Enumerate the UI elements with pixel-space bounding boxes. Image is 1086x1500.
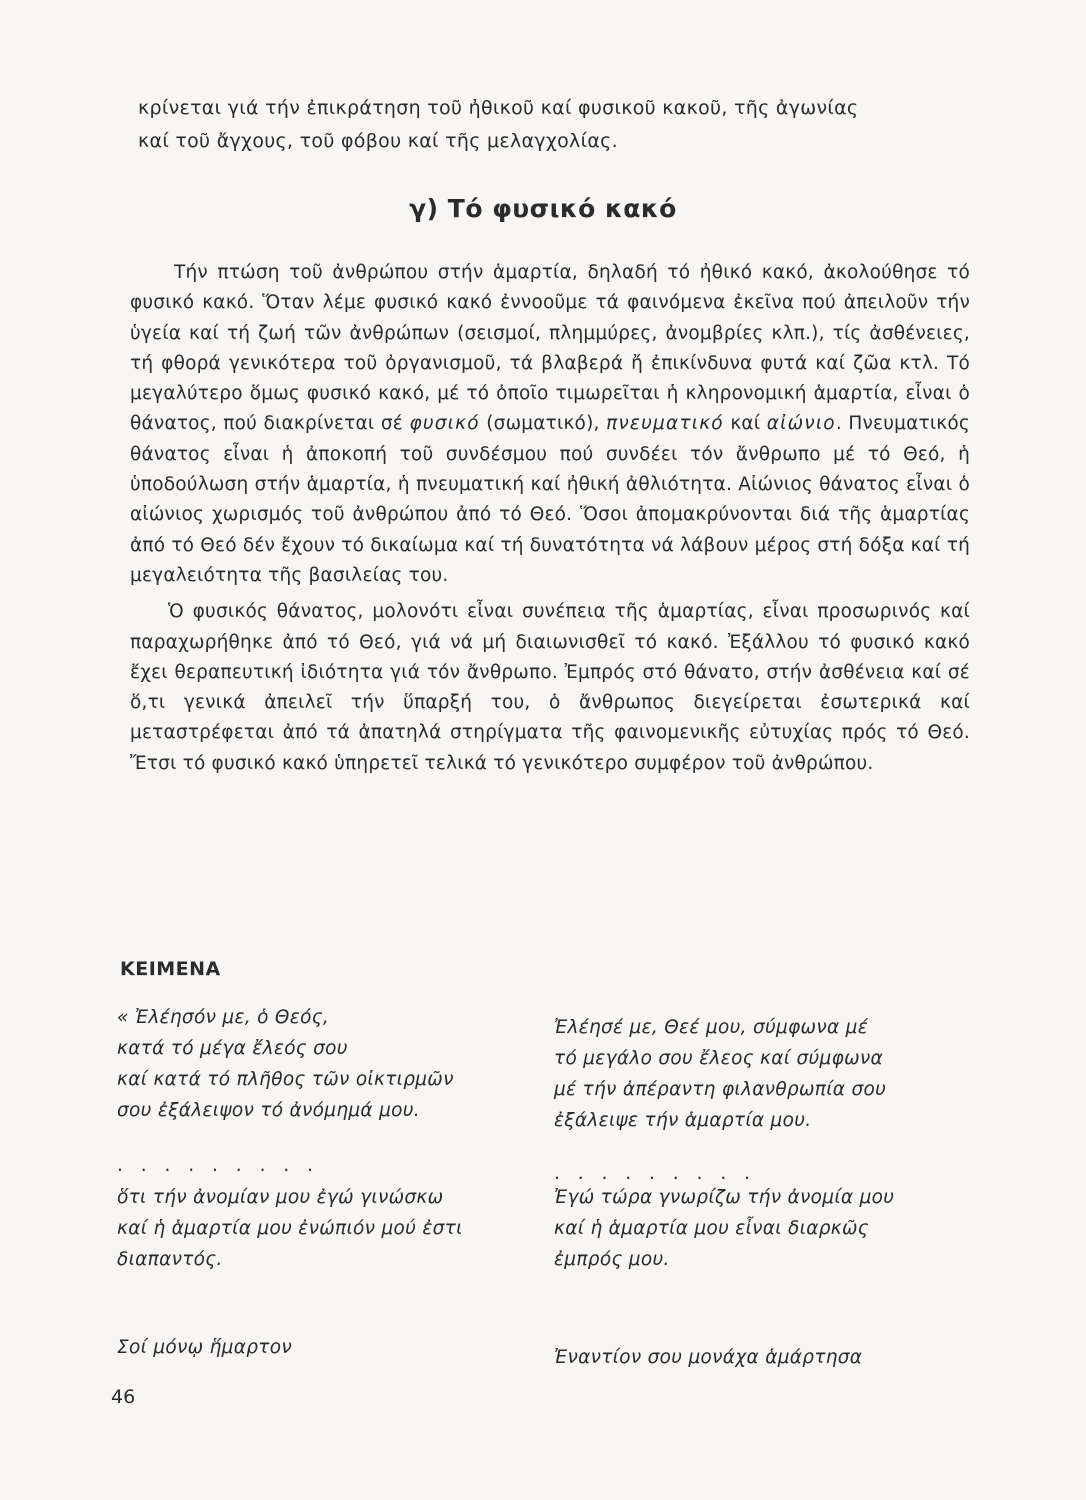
- paragraph-1: [130, 258, 970, 591]
- original-text-block-1: [117, 1002, 537, 1126]
- texts-title: ΚΕΙΜΕΝΑ: [120, 958, 221, 980]
- paragraph-1-part2: (σωματικό),: [486, 413, 600, 435]
- paragraph-1-part1: Τήν πτώση τοῦ ἀνθρώπου στήν ἁμαρτία, δηλαδή τό ἠθικό κακό, ἀκολούθησε τό φυσικό κακό. Ὅταν λέμε φυσικό κακό ἐννοοῦμε τά φαινόμενα ἐκεῖνα πού ἀπειλοῦν τήν ὑγεία καί τή ζωή τῶν ἀνθρώπων (σεισμοί, πλημμύρες, ἀνομβρίες κλπ.), τίς ἀσθένειες, τή φθορά γενικότερα τοῦ ὀργανισμοῦ, τά βλαβερά ἤ ἐπικίνδυνα φυτά καί ζῶα κτλ. Τό μεγαλύτερο ὅμως φυσικό κακό, μέ τό ὁποῖο τιμωρεῖται ἡ κληρονομική ἁμαρτία, εἶναι ὁ θάνατος, πού διακρίνεται σέ: [130, 262, 970, 435]
- ellipsis-line: . . . . . . . . .: [554, 1163, 756, 1184]
- verse-line: καί κατά τό πλῆθος τῶν οἰκτιρμῶν: [117, 1069, 454, 1090]
- emphasis-spiritual: πνευματικό: [606, 413, 724, 435]
- verse-line: Σοί μόνῳ ἥμαρτον: [117, 1337, 292, 1358]
- page-number: 46: [111, 1386, 136, 1408]
- main-body: [130, 258, 970, 779]
- verse-line: Ἐλέησέ με, Θεέ μου, σύμφωνα μέ: [554, 1017, 869, 1038]
- verse-line: « Ἐλέησόν με, ὁ Θεός,: [117, 1007, 330, 1028]
- verse-line: Ἐγώ τώρα γνωρίζω τήν ἀνομία μου: [554, 1187, 895, 1208]
- verse-line: σου ἐξάλειψον τό ἀνόμημά μου.: [117, 1100, 420, 1121]
- paragraph-1-part4: . Πνευματικός θάνατος εἶναι ἡ ἀποκοπή τοῦ συνδέσμου πού συνδέει τόν ἄνθρωπο μέ τό Θεό, ἡ ὑποδούλωση στήν ἁμαρτία, ἡ πνευματική καί ἠθική ἀθλιότητα. Αἰώνιος θάνατος εἶναι ὁ αἰώνιος χωρισμός τοῦ ἀνθρώπου ἀπό τό Θεό. Ὅσοι ἀπομακρύνονται διά τῆς ἁμαρτίας ἀπό τό Θεό δέν ἔχουν τό δικαίωμα καί τή δυνατότητα νά λάβουν μέρος στή δόξα καί τή μεγαλειότητα τῆς βασιλείας του.: [130, 413, 970, 586]
- original-text-block-3: [117, 1332, 537, 1363]
- emphasis-physical: φυσικό: [409, 413, 480, 435]
- paragraph-1-part3: καί: [730, 413, 761, 435]
- verse-line: κατά τό μέγα ἔλεός σου: [117, 1038, 348, 1059]
- verse-line: τό μεγάλο σου ἔλεος καί σύμφωνα: [554, 1048, 883, 1069]
- verse-line: ὅτι τήν ἀνομίαν μου ἐγώ γινώσκω: [117, 1187, 444, 1208]
- paragraph-2: Ὁ φυσικός θάνατος, μολονότι εἶναι συνέπεια τῆς ἁμαρτίας, εἶναι προσωρινός καί παραχωρήθηκε ἀπό τό Θεό, γιά νά μή διαιωνισθεῖ τό κακό. Ἐξάλλου τό φυσικό κακό ἔχει θεραπευτική ἰδιότητα γιά τόν ἄνθρωπο. Ἐμπρός στό θάνατο, στήν ἀσθένεια καί σέ ὅ,τι γενικά ἀπειλεῖ τήν ὕπαρξή του, ὁ ἄνθρωπος διεγείρεται ἐσωτερικά καί μεταστρέφεται ἀπό τά ἀπατηλά στηρίγματα τῆς φαινομενικῆς εὐτυχίας πρός τό Θεό. Ἔτσι τό φυσικό κακό ὑπηρετεῖ τελικά τό γενικότερο συμφέρον τοῦ ἀνθρώπου.: [130, 601, 970, 774]
- translation-block-1: [554, 1012, 974, 1136]
- translation-block-2: [554, 1182, 974, 1275]
- intro-line: κρίνεται γιά τήν ἐπικράτηση τοῦ ἠθικοῦ καί φυσικοῦ κακοῦ, τῆς ἀγωνίας: [138, 97, 859, 119]
- verse-line: ἐμπρός μου.: [554, 1249, 670, 1270]
- verse-line: καί ἡ ἁμαρτία μου εἶναι διαρκῶς: [554, 1218, 869, 1239]
- verse-line: καί ἡ ἁμαρτία μου ἐνώπιόν μού ἐστι: [117, 1218, 463, 1239]
- intro-line: καί τοῦ ἄγχους, τοῦ φόβου καί τῆς μελαγχολίας.: [138, 130, 618, 152]
- ellipsis-dots: [117, 1150, 537, 1181]
- verse-line: μέ τήν ἀπέραντη φιλανθρωπία σου: [554, 1079, 887, 1100]
- intro-text: [138, 92, 978, 158]
- ellipsis-line: . . . . . . . . .: [117, 1155, 319, 1176]
- section-heading: γ) Τό φυσικό κακό: [409, 194, 677, 223]
- verse-line: ἐξάλειψε τήν ἁμαρτία μου.: [554, 1110, 812, 1131]
- translation-block-3: [554, 1342, 974, 1373]
- original-text-block-2: [117, 1182, 537, 1275]
- verse-line: Ἐναντίον σου μονάχα ἁμάρτησα: [554, 1347, 863, 1368]
- verse-line: διαπαντός.: [117, 1249, 223, 1270]
- emphasis-eternal: αἰώνιο: [766, 413, 836, 435]
